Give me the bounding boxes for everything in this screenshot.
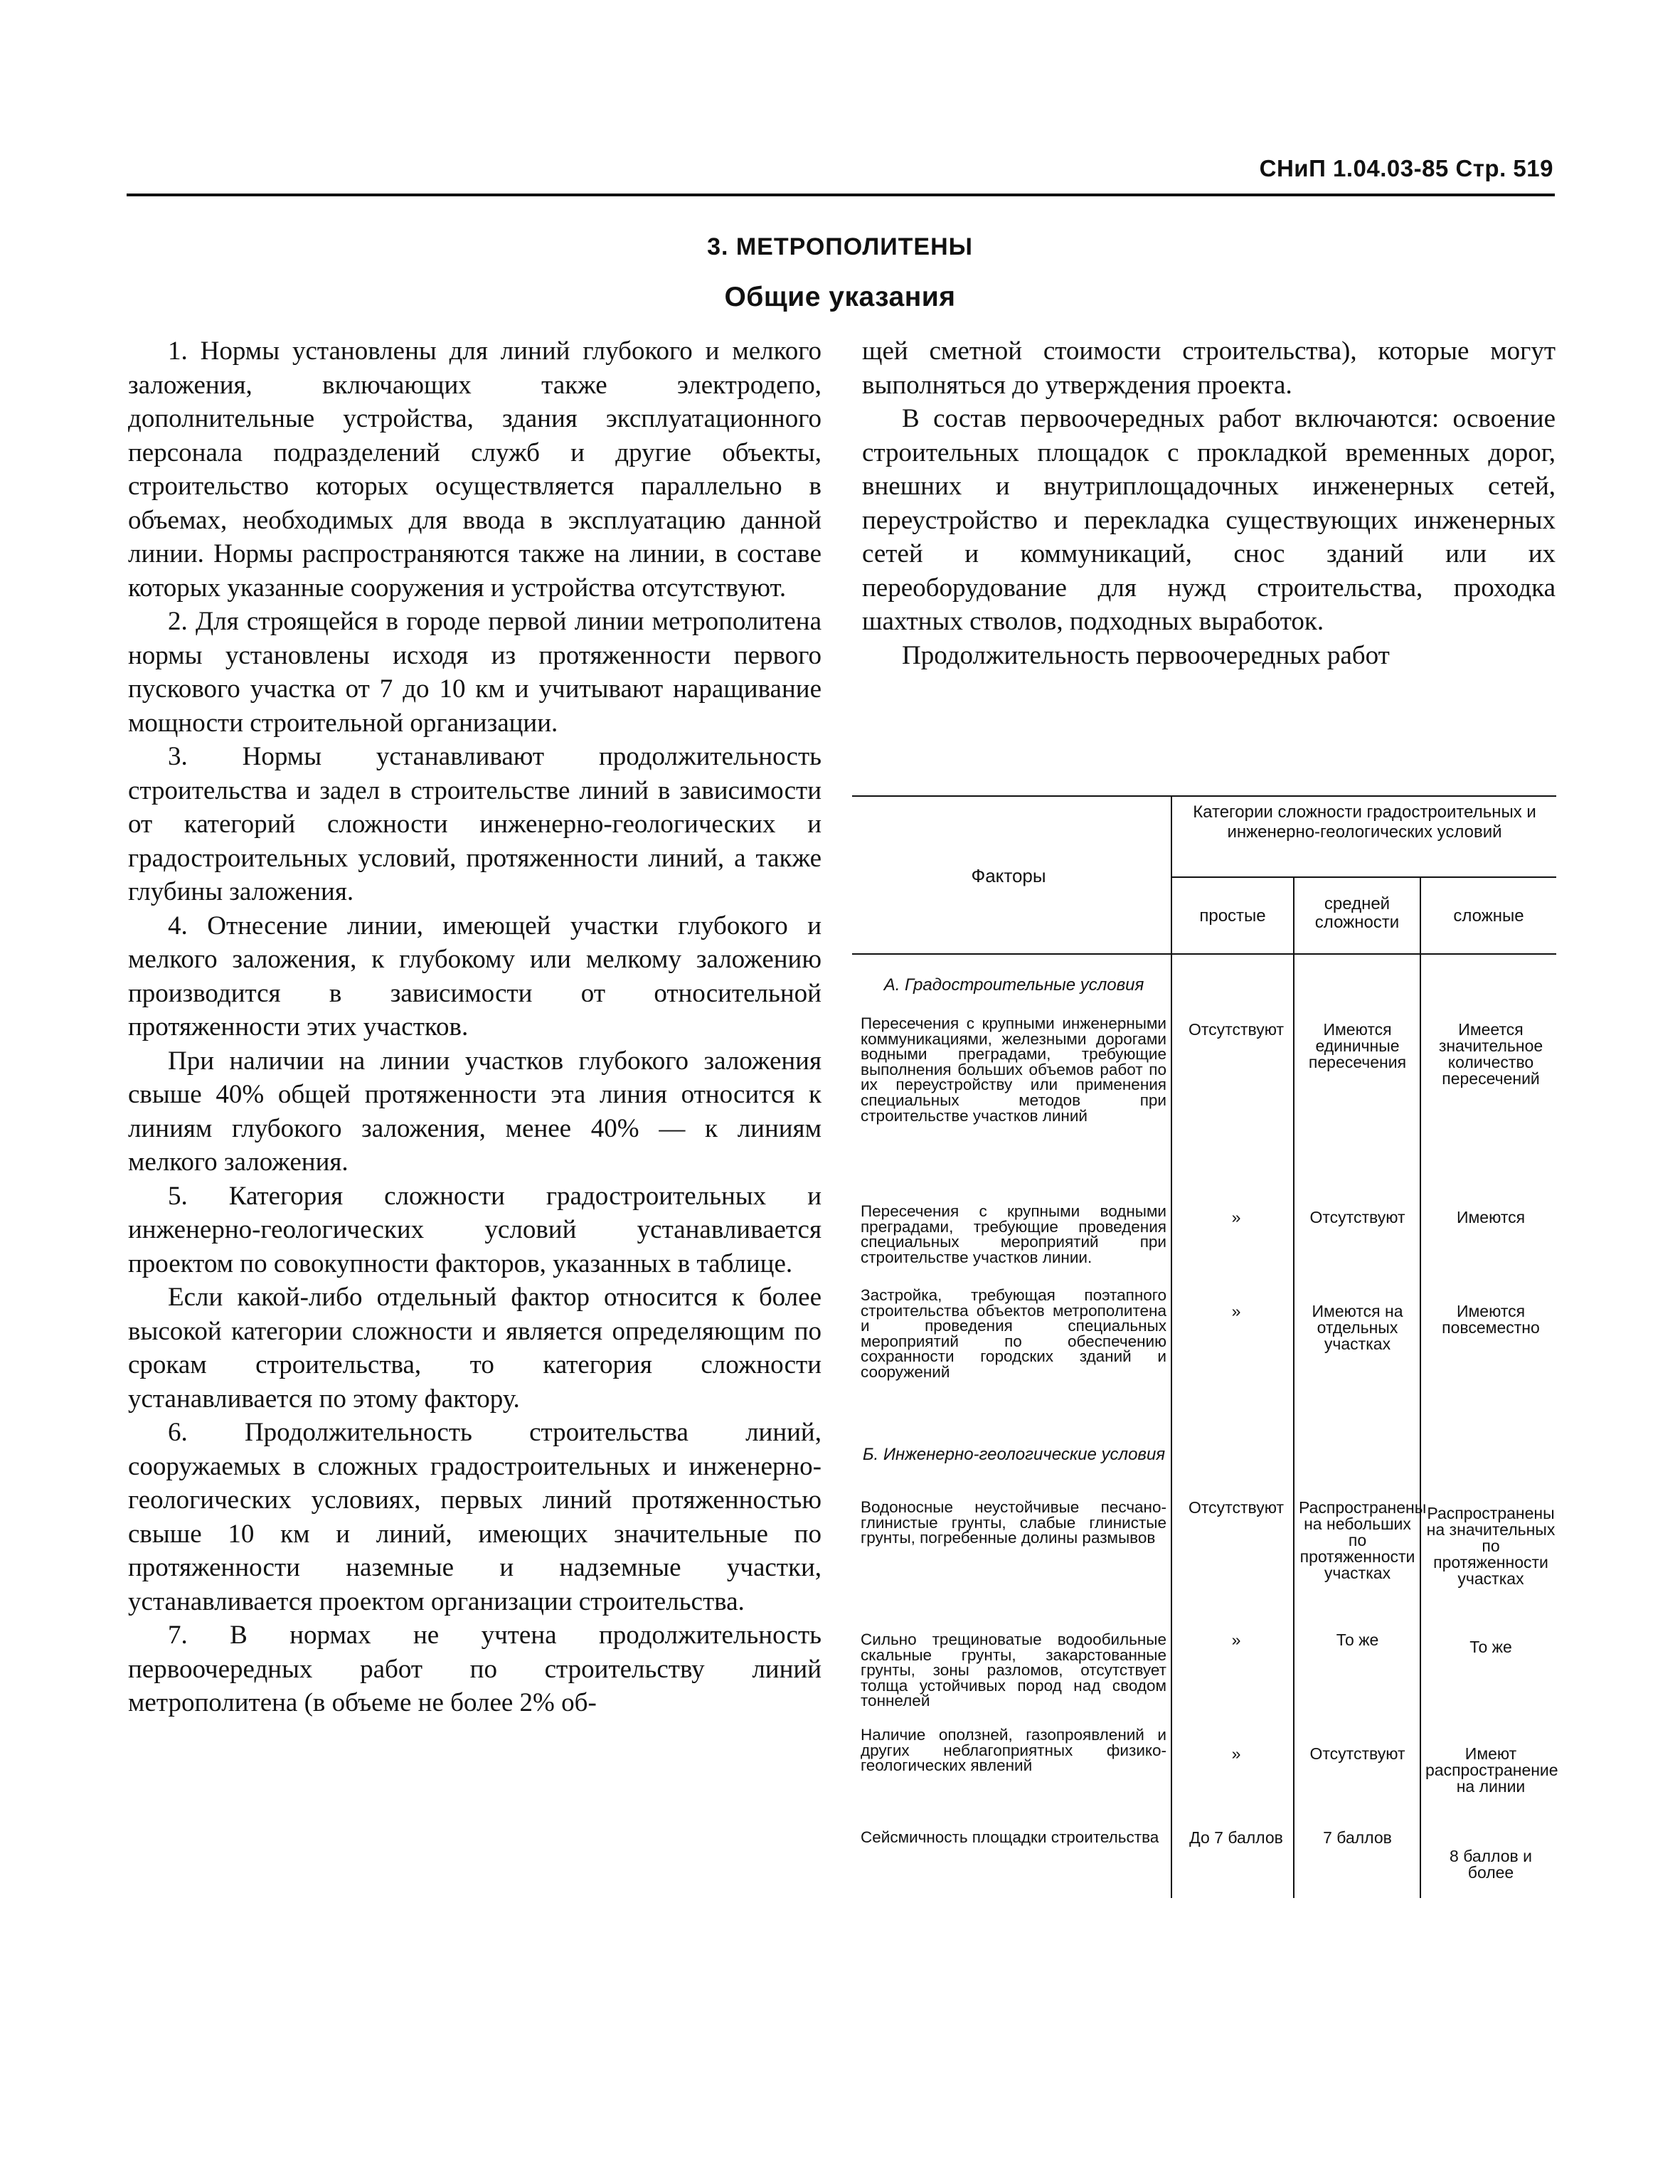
- factor-text: Пересечения с крупными инженерными коммуникациями, железными дорогами водными преградами, требующие выполнения больших объемов работ по их переустройству или применения специальных методов при строительстве участков линий: [861, 1014, 1166, 1125]
- column-header-complex: сложные: [1453, 906, 1524, 926]
- simple-value: Отсутствуют: [1189, 1020, 1284, 1039]
- complex-value: Имеется значительное количество пересечений: [1438, 1020, 1543, 1088]
- running-header: СНиП 1.04.03-85 Стр. 519: [1259, 155, 1553, 181]
- complex-value: 8 баллов и более: [1450, 1847, 1532, 1882]
- simple-value: До 7 баллов: [1189, 1828, 1283, 1847]
- table-header-rule: [852, 953, 1556, 955]
- paragraph: 4. Отнесение линии, имеющей участки глубокого и мелкого заложения, к глубокому или мелкому заложению производится в зависимости от относительной протяженности этих участков.: [128, 911, 822, 1041]
- table-col-divider: [1293, 876, 1294, 1898]
- paragraph: При наличии на линии участков глубокого заложения свыше 40% общей протяженности эта линия относится к линиям глубокого заложения, менее 40% — к линиям мелкого заложения.: [128, 1046, 822, 1177]
- paragraph: 6. Продолжительность строительства линий, сооружаемых в сложных градостроительных и инженерно-геологических условиях, первых линий протяженностью свыше 10 км и линий, имеющих значительные по протяженности наземные и надземные участки, устанавливается проектом организации строительства.: [128, 1418, 822, 1616]
- complex-value: Имеются: [1456, 1208, 1526, 1226]
- table-col-divider: [1171, 795, 1172, 1898]
- paragraph: 7. В нормах не учтена продолжительность первоочередных работ по строительству линий метрополитена (в объеме не более 2% об-: [128, 1621, 822, 1717]
- factor-text: Сильно трещиноватые водообильные скальные грунты, закарстованные грунты, зоны разломов, отсутствует толща устойчивых пород над сводом тоннелей: [861, 1631, 1166, 1710]
- medium-value: Распространены на небольших по протяженности участках: [1299, 1498, 1427, 1582]
- header-rule: [127, 194, 1555, 196]
- section-subtitle: Общие указания: [724, 282, 956, 312]
- factor-column-header: Факторы: [971, 865, 1046, 886]
- category-header: Категории сложности градостроительных и инженерно-геологических условий: [1193, 802, 1536, 842]
- complex-value: Распространены на значительных по протяженности участках: [1426, 1504, 1556, 1588]
- simple-value: »: [1231, 1302, 1241, 1320]
- paragraph: щей сметной стоимости строительства), которые могут выполняться до утверждения проекта.: [862, 336, 1556, 400]
- simple-value: »: [1231, 1208, 1241, 1226]
- factor-text: Сейсмичность площадки строительства: [861, 1828, 1159, 1846]
- complex-value: Имеются повсеместно: [1442, 1302, 1540, 1337]
- section-b-heading: Б. Инженерно-геологические условия: [862, 1445, 1166, 1464]
- paragraph: 5. Категория сложности градостроительных и инженерно-геологических условий устанавливается проектом по совокупности факторов, указанных в таблице.: [128, 1181, 822, 1278]
- simple-value: Отсутствуют: [1189, 1498, 1284, 1517]
- medium-value: Имеются единичные пересечения: [1308, 1020, 1407, 1071]
- paragraph: Если какой-либо отдельный фактор относится к более высокой категории сложности и является определяющим по срокам строительства, то категория сложности устанавливается по этому фактору.: [128, 1283, 822, 1414]
- simple-value: »: [1231, 1631, 1241, 1649]
- medium-value: Имеются на отдельных участках: [1312, 1302, 1403, 1353]
- complex-value: Имеют распространение на линии: [1425, 1744, 1558, 1796]
- table-subheader-rule: [1171, 876, 1556, 878]
- paragraph: 2. Для строящейся в городе первой линии метрополитена нормы установлены исходя из протяженности первого пускового участка от 7 до 10 км и учитывают наращивание мощности строительной организации.: [128, 607, 822, 738]
- paragraph: 3. Нормы устанавливают продолжительность строительства и задел в строительстве линий в зависимости от категорий сложности инженерно-геологических и градостроительных условий, протяженности линий, а также глубины заложения.: [128, 742, 822, 906]
- paragraph: В состав первоочередных работ включаются: освоение строительных площадок с прокладкой временных дорог, внешних и внутриплощадочных инженерных сетей, переустройство и перекладка существующих инженерных сетей и коммуникаций, снос зданий или их переоборудование для нужд строительства, проходка шахтных стволов, подходных выработок.: [862, 404, 1556, 636]
- section-a-heading: А. Градостроительные условия: [883, 975, 1144, 995]
- paragraph: 1. Нормы установлены для линий глубокого и мелкого заложения, включающих также электродепо, дополнительные устройства, здания эксплуатационного персонала подразделений служб и другие объекты, строительство которых осуществляется параллельно в объемах, необходимых для ввода в эксплуатацию данной линии. Нормы распространяются также на линии, в составе которых указанные сооружения и устройства отсутствуют.: [128, 336, 822, 603]
- factor-text: Пересечения с крупными водными преградами, требующие проведения специальных мероприятий при строительстве участков линии.: [861, 1202, 1166, 1266]
- factor-text: Водоносные неустойчивые песчано-глинистые грунты, слабые глинистые грунты, погребенные долины размывов: [861, 1498, 1166, 1547]
- right-column: [862, 334, 1556, 672]
- section-title: 3. МЕТРОПОЛИТЕНЫ: [707, 233, 973, 260]
- column-header-medium: средней сложности: [1314, 894, 1400, 932]
- medium-value: То же: [1336, 1631, 1379, 1649]
- left-column: [128, 334, 822, 1720]
- table-col-divider: [1420, 876, 1421, 1898]
- complexity-table: [852, 795, 1556, 1898]
- simple-value: »: [1231, 1744, 1241, 1763]
- paragraph: Продолжительность первоочередных работ: [902, 640, 1390, 670]
- table-top-rule: [852, 795, 1556, 797]
- medium-value: 7 баллов: [1323, 1828, 1392, 1847]
- medium-value: Отсутствуют: [1309, 1208, 1405, 1226]
- factor-text: Наличие оползней, газопроявлений и других неблагоприятных физико-геологических явлений: [861, 1726, 1166, 1775]
- complex-value: То же: [1469, 1638, 1512, 1656]
- medium-value: Отсутствуют: [1309, 1744, 1405, 1763]
- column-header-simple: простые: [1199, 906, 1266, 926]
- factor-text: Застройка, требующая поэтапного строительства объектов метрополитена и проведения специальных мероприятий по обеспечению сохранности городских зданий и сооружений: [861, 1286, 1166, 1381]
